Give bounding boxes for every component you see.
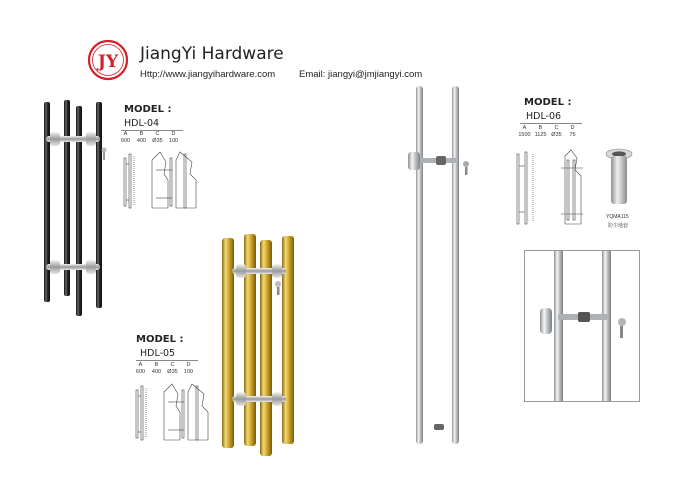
hdl-04-spec-header-a: A (123, 131, 128, 137)
hdl-05-spec-value-d: 100 (183, 369, 194, 375)
hdl-06-divider (520, 123, 582, 124)
hdl-05-spec-value-b: 400 (151, 369, 162, 375)
hdl-04-model-label: MODEL : (124, 104, 172, 115)
hdl-06-closeup-photo (524, 250, 640, 402)
hdl-06-spec-header-d: D (570, 125, 575, 131)
hdl-06-spec-header-b: B (538, 125, 543, 131)
hdl-06-model-label: MODEL : (524, 97, 572, 108)
hdl-04-spec-value-c: Ø35 (152, 138, 163, 144)
floor-socket-accessory (604, 146, 634, 208)
hdl-04-spec-value-d: 100 (168, 138, 179, 144)
hdl-06-spec-value-b: 1125 (534, 132, 547, 138)
hdl-06-spec-value-a: 1500 (518, 132, 531, 138)
accessory-name-caption: 防尘地套 (608, 223, 629, 229)
hdl-05-spec-value-a: 600 (135, 369, 146, 375)
hdl-05-spec-value-c: Ø35 (167, 369, 178, 375)
hdl-04-spec-value-b: 400 (136, 138, 147, 144)
hdl-06-photo (400, 84, 480, 448)
hdl-06-model-code: HDL-06 (526, 111, 562, 122)
hdl-05-technical-drawing (132, 382, 212, 444)
hdl-04-spec-header-d: D (171, 131, 176, 137)
logo-text: JY (97, 52, 119, 72)
hdl-04-model-code: HDL-04 (124, 118, 160, 129)
hdl-04-spec-header-c: C (155, 131, 160, 137)
hdl-05-spec-header-b: B (154, 362, 159, 368)
hdl-04-spec-value-a: 600 (120, 138, 131, 144)
brand-name: JiangYi Hardware (140, 44, 284, 64)
hdl-04-photo (30, 96, 116, 316)
hdl-05-spec-header-a: A (138, 362, 143, 368)
hdl-04-technical-drawing (120, 150, 200, 212)
email-link[interactable]: Email: jiangyi@jmjiangyi.com (299, 69, 423, 80)
hdl-05-photo (216, 230, 306, 458)
accessory-model-caption: YQMA115 (606, 214, 629, 220)
hdl-06-spec-header-a: A (522, 125, 527, 131)
jiangyi-logo (84, 38, 132, 82)
hdl-05-spec-header-d: D (186, 362, 191, 368)
hdl-05-model-label: MODEL : (136, 334, 184, 345)
hdl-05-spec-header-c: C (170, 362, 175, 368)
hdl-04-spec-header-b: B (139, 131, 144, 137)
website-link[interactable]: Http://www.jiangyihardware.com (140, 69, 276, 80)
hdl-06-spec-value-c: Ø35 (551, 132, 562, 138)
hdl-06-spec-header-c: C (554, 125, 559, 131)
hdl-06-spec-value-d: 75 (569, 132, 576, 138)
hdl-05-divider (136, 360, 198, 361)
hdl-05-model-code: HDL-05 (140, 348, 176, 359)
hdl-06-technical-drawing (513, 148, 593, 228)
